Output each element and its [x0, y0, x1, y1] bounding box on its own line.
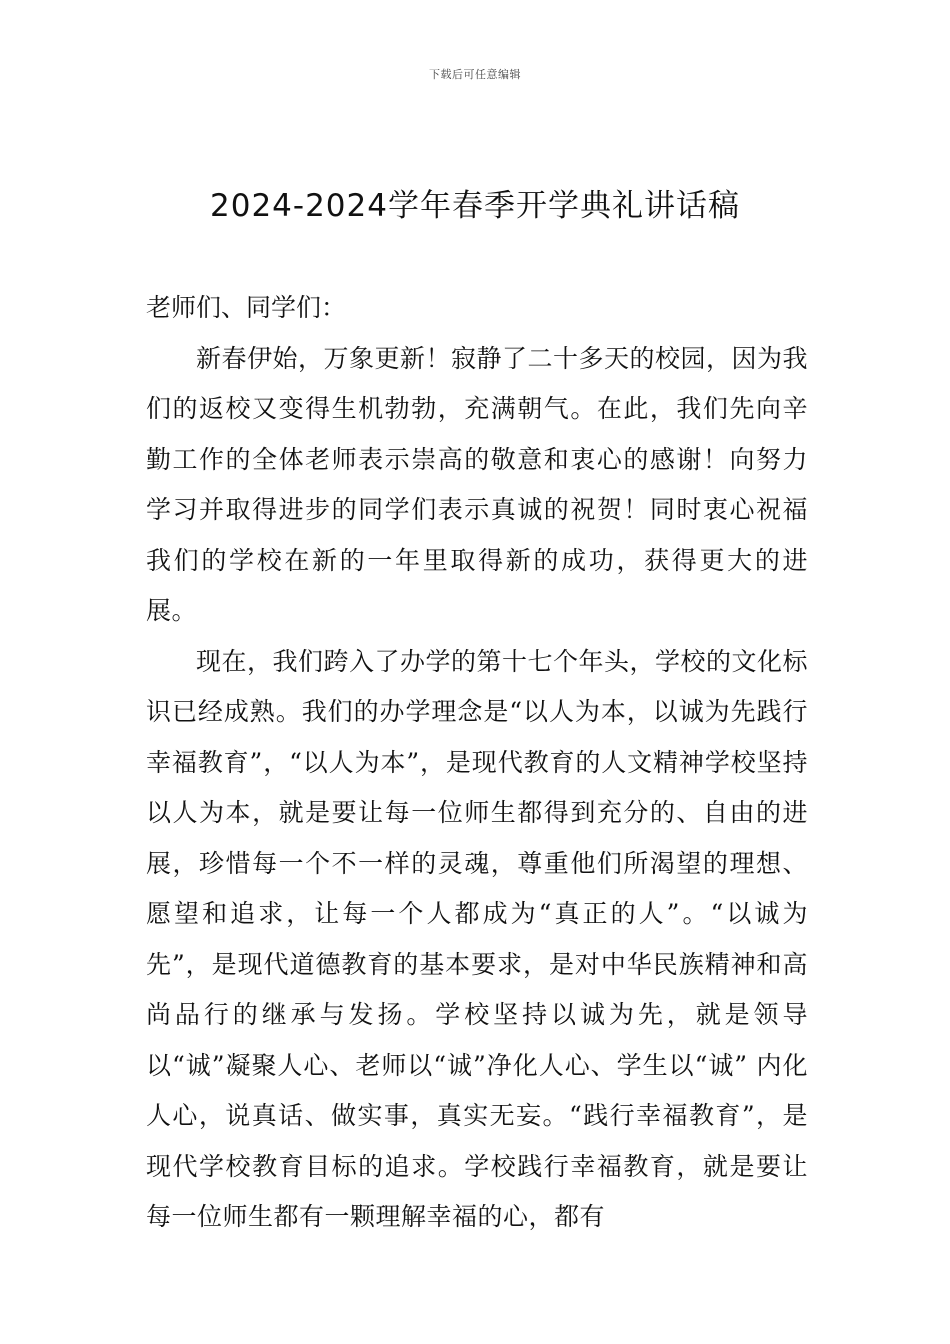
- document-body: [146, 283, 808, 1243]
- paragraph-1: 新春伊始，万象更新！寂静了二十多天的校园，因为我们的返校又变得生机勃勃，充满朝气。在此，我们先向辛勤工作的全体老师表示崇高的敬意和衷心的感谢！向努力学习并取得进步的同学们表示真诚的祝贺！同时衷心祝福我们的学校在新的一年里取得新的成功，获得更大的进展。: [146, 343, 809, 625]
- paragraph-2: 现在，我们跨入了办学的第十七个年头，学校的文化标识已经成熟。我们的办学理念是“以人为本，以诚为先践行幸福教育”，“以人为本”，是现代教育的人文精神学校坚持以人为本，就是要让每一位师生都得到充分的、自由的进展，珍惜每一个不一样的灵魂，尊重他们所渴望的理想、愿望和追求，让每一个人都成为“真正的人”。“以诚为先”，是现代道德教育的基本要求，是对中华民族精神和高尚品行的继承与发扬。学校坚持以诚为先，就是领导以“诚”凝聚人心、老师以“诚”净化人心、学生以“诚” 内化人心，说真话、做实事，真实无妄。“践行幸福教育”，是现代学校教育目标的追求。学校践行幸福教育，就是要让每一位师生都有一颗理解幸福的心，都有: [146, 646, 809, 1231]
- header-note: 下载后可任意编辑: [429, 68, 521, 81]
- salutation: 老师们、同学们：: [146, 293, 347, 322]
- document-title: 2024-2024学年春季开学典礼讲话稿: [210, 188, 740, 224]
